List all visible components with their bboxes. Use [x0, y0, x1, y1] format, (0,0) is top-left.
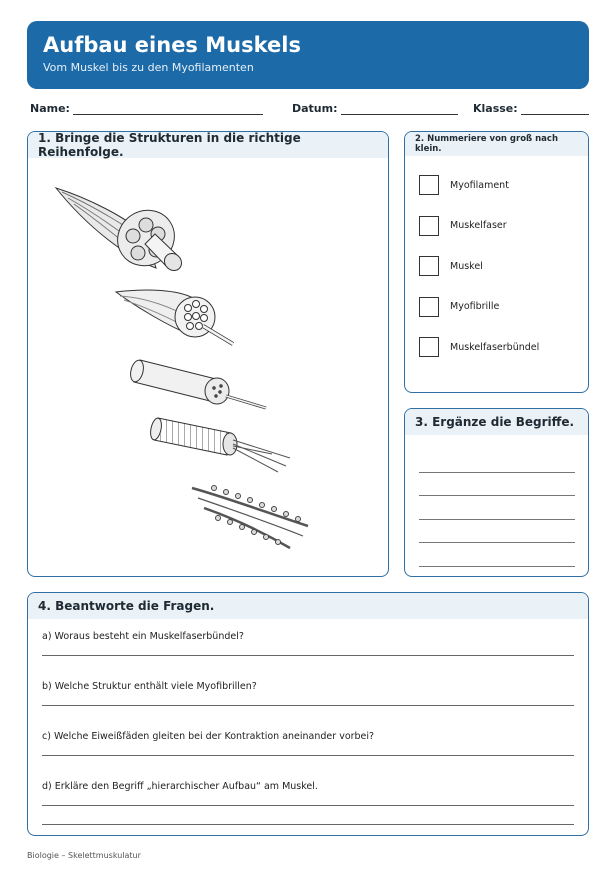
- answer-line[interactable]: [419, 543, 575, 567]
- task1-title: 1. Bringe die Strukturen in die richtige Reihenfolge.: [28, 132, 388, 158]
- answer-lines: [419, 449, 575, 567]
- muscle-structure-illustration: [28, 158, 388, 576]
- class-input-line[interactable]: [521, 103, 589, 115]
- question-text: a) Woraus besteht ein Muskelfaserbündel?: [42, 631, 244, 642]
- worksheet-header: [27, 21, 589, 89]
- number-box[interactable]: [419, 297, 439, 317]
- answer-line[interactable]: [419, 520, 575, 544]
- number-box[interactable]: [419, 175, 439, 195]
- answer-line[interactable]: [42, 824, 574, 825]
- task1-card: [27, 131, 389, 577]
- answer-line[interactable]: [42, 705, 574, 706]
- question-text: b) Welche Struktur enthält viele Myofibrillen?: [42, 681, 257, 692]
- muscle-drawing: [56, 188, 185, 277]
- name-input-line[interactable]: [73, 103, 263, 115]
- list-item: [419, 216, 539, 236]
- question-text: c) Welche Eiweißfäden gleiten bei der Kontraktion aneinander vorbei?: [42, 731, 375, 742]
- task2-card: [404, 131, 589, 393]
- list-item: [419, 337, 539, 357]
- task3-title: 3. Ergänze die Begriffe.: [405, 409, 588, 435]
- myofibril-drawing: [149, 417, 290, 472]
- worksheet-subtitle: Vom Muskel bis zu den Myofilamenten: [43, 61, 254, 74]
- task2-title: 2. Nummeriere von groß nach klein.: [405, 132, 588, 156]
- question-b: [42, 681, 574, 706]
- numbering-list: [419, 175, 539, 378]
- term-label: Myofibrille: [450, 301, 500, 312]
- class-field: [473, 102, 589, 115]
- question-d: [42, 781, 574, 825]
- number-box[interactable]: [419, 216, 439, 236]
- answer-line[interactable]: [42, 755, 574, 756]
- term-label: Myofilament: [450, 179, 509, 191]
- task3-card: [404, 408, 589, 577]
- date-label: Datum:: [292, 102, 338, 115]
- answer-line[interactable]: [419, 496, 575, 520]
- class-label: Klasse:: [473, 102, 518, 115]
- date-field: [292, 102, 458, 115]
- question-c: [42, 731, 574, 756]
- term-label: Muskel: [450, 260, 483, 272]
- term-label: Muskelfaserbündel: [450, 341, 540, 353]
- muscle-fiber-drawing: [129, 359, 266, 408]
- student-info-row: [30, 102, 586, 118]
- term-label: Muskelfaser: [450, 220, 507, 231]
- answer-line[interactable]: [419, 473, 575, 497]
- question-a: [42, 631, 574, 656]
- number-box[interactable]: [419, 337, 439, 357]
- number-box[interactable]: [419, 256, 439, 276]
- answer-line[interactable]: [42, 655, 574, 656]
- list-item: [419, 297, 539, 317]
- answer-line[interactable]: [419, 449, 575, 473]
- myofilament-drawing: [192, 486, 308, 549]
- list-item: [419, 175, 539, 195]
- name-label: Name:: [30, 102, 70, 115]
- task4-card: [27, 592, 589, 836]
- list-item: [419, 256, 539, 276]
- fiber-bundle-drawing: [116, 290, 233, 344]
- worksheet-title: Aufbau eines Muskels: [43, 33, 301, 57]
- answer-line[interactable]: [42, 805, 574, 806]
- date-input-line[interactable]: [341, 103, 458, 115]
- page-footer: Biologie – Skelettmuskulatur: [27, 851, 141, 860]
- question-text: d) Erkläre den Begriff „hierarchischer Aufbau“ am Muskel.: [42, 781, 318, 792]
- name-field: [30, 102, 263, 115]
- task4-title: 4. Beantworte die Fragen.: [28, 593, 588, 619]
